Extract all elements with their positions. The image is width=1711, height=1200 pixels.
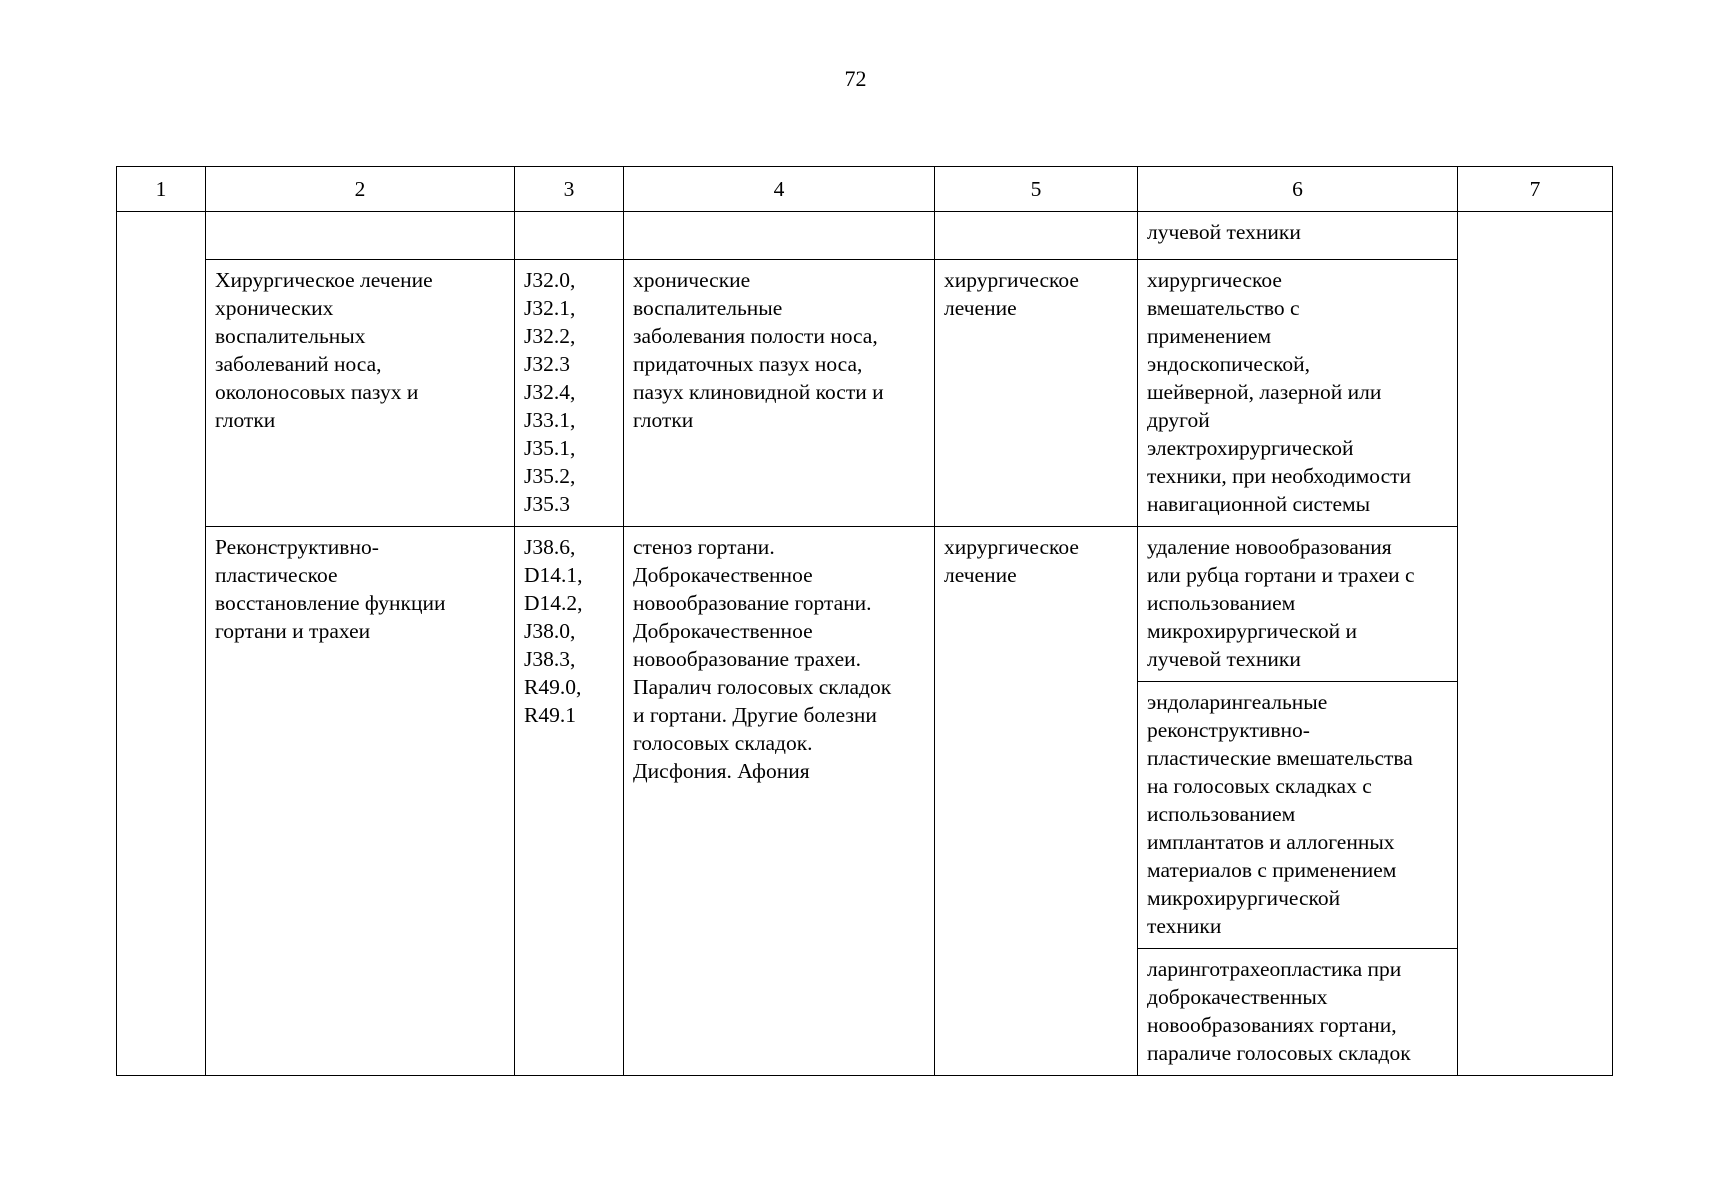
medical-procedures-table bbox=[116, 166, 1613, 1076]
continuation-row bbox=[117, 212, 1613, 260]
row2-method-cell-c: ларинготрахеопластика при доброкачественных новообразованиях гортани, параличе голосовых складок bbox=[1138, 949, 1458, 1076]
table-row bbox=[117, 527, 1613, 682]
row1-name-cell: Хирургическое лечение хронических воспалительных заболеваний носа, околоносовых пазух и глотки bbox=[206, 260, 515, 527]
header-cell-7: 7 bbox=[1458, 167, 1613, 212]
row1-codes-cell: J32.0, J32.1, J32.2, J32.3 J32.4, J33.1, J35.1, J35.2, J35.3 bbox=[515, 260, 624, 527]
continuation-col4 bbox=[624, 212, 935, 260]
header-cell-6: 6 bbox=[1138, 167, 1458, 212]
column-1-cell bbox=[117, 212, 206, 1076]
row2-method-cell-b: эндоларингеальные реконструктивно- пластические вмешательства на голосовых складках с использованием имплантатов и аллогенных материалов с применением микрохирургической техники bbox=[1138, 682, 1458, 949]
continuation-col6: лучевой техники bbox=[1138, 212, 1458, 260]
continuation-col5 bbox=[935, 212, 1138, 260]
row1-treatment-type-cell: хирургическое лечение bbox=[935, 260, 1138, 527]
header-cell-1: 1 bbox=[117, 167, 206, 212]
row1-method-cell: хирургическое вмешательство с применением эндоскопической, шейверной, лазерной или другой электрохирургической техники, при необходимости навигационной системы bbox=[1138, 260, 1458, 527]
header-cell-4: 4 bbox=[624, 167, 935, 212]
continuation-col2 bbox=[206, 212, 515, 260]
column-7-cell bbox=[1458, 212, 1613, 1076]
row2-name-cell: Реконструктивно- пластическое восстановление функции гортани и трахеи bbox=[206, 527, 515, 1076]
page-number: 72 bbox=[844, 66, 867, 91]
row2-codes-cell: J38.6, D14.1, D14.2, J38.0, J38.3, R49.0, R49.1 bbox=[515, 527, 624, 1076]
row2-method-cell-a: удаление новообразования или рубца гортани и трахеи с использованием микрохирургической и лучевой техники bbox=[1138, 527, 1458, 682]
row2-treatment-type-cell: хирургическое лечение bbox=[935, 527, 1138, 1076]
header-cell-5: 5 bbox=[935, 167, 1138, 212]
table-header-row bbox=[117, 167, 1613, 212]
row2-model-cell: стеноз гортани. Доброкачественное новообразование гортани. Доброкачественное новообразование трахеи. Паралич голосовых складок и гортани. Другие болезни голосовых складок. Дисфония. Афония bbox=[624, 527, 935, 1076]
continuation-col3 bbox=[515, 212, 624, 260]
header-cell-2: 2 bbox=[206, 167, 515, 212]
row1-model-cell: хронические воспалительные заболевания полости носа, придаточных пазух носа, пазух клиновидной кости и глотки bbox=[624, 260, 935, 527]
header-cell-3: 3 bbox=[515, 167, 624, 212]
table-row bbox=[117, 260, 1613, 527]
